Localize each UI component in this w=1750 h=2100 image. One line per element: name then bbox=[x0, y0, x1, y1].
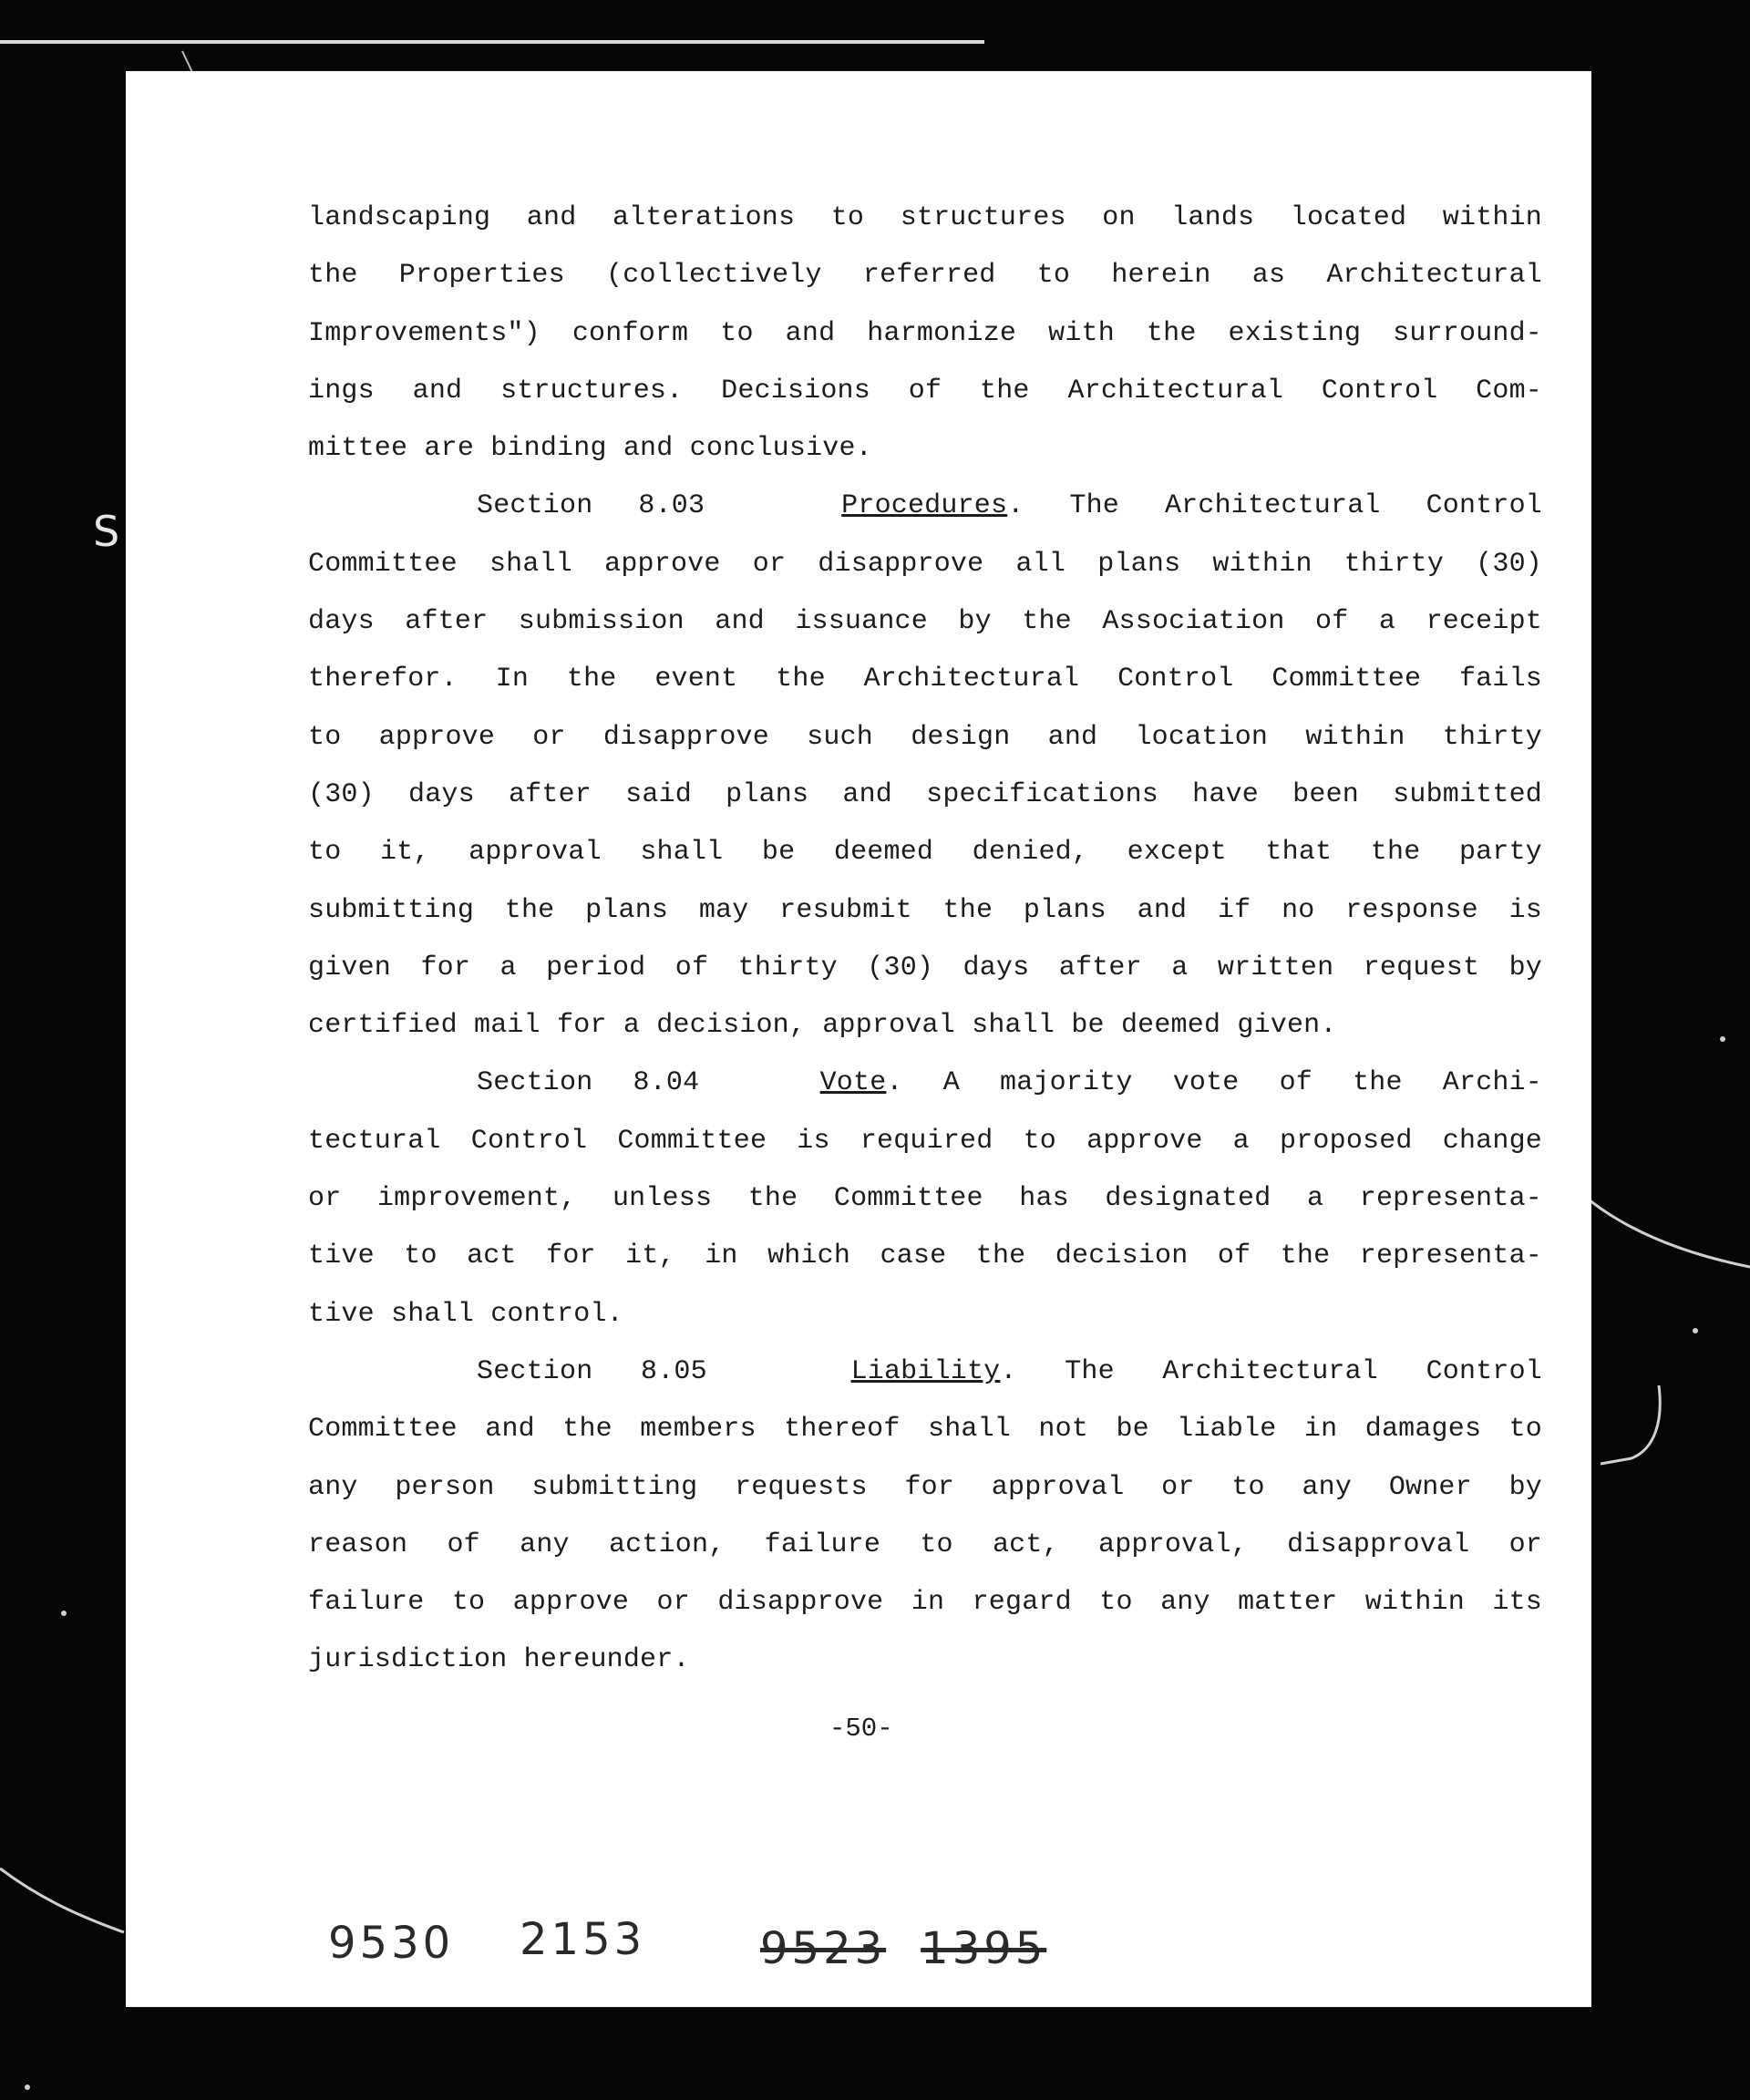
section-heading-rest: . The Architectural Control bbox=[1007, 490, 1543, 522]
text-line: to approve or disapprove such design and location within thirty bbox=[308, 721, 1542, 753]
text-line: Committee and the members thereof shall not be liable in damages to bbox=[308, 1414, 1542, 1446]
text-line: failure to approve or disapprove in regard to any matter within its bbox=[308, 1587, 1542, 1619]
scan-speck bbox=[25, 2085, 30, 2090]
text-line: submitting the plans may resubmit the plans and if no response is bbox=[308, 894, 1542, 926]
text-line: landscaping and alterations to structures on lands located within bbox=[308, 202, 1542, 233]
text-line: Improvements") conform to and harmonize with the existing surround- bbox=[308, 317, 1542, 349]
section-heading-rest: . A majority vote of the Archi- bbox=[886, 1067, 1543, 1099]
section-heading-rest: . The Architectural Control bbox=[1000, 1355, 1543, 1387]
section-8-05-heading-line bbox=[308, 1343, 1542, 1401]
text-line: mittee are binding and conclusive. bbox=[308, 433, 872, 465]
section-heading: Procedures bbox=[841, 490, 1008, 522]
text-line: (30) days after said plans and specifications have been submitted bbox=[308, 778, 1542, 810]
text-line: or improvement, unless the Committee has designated a representa- bbox=[308, 1183, 1542, 1215]
section-number: Section 8.05 bbox=[477, 1355, 707, 1387]
text-line: Committee shall approve or disapprove all plans within thirty (30) bbox=[308, 548, 1542, 580]
scan-speck bbox=[61, 1611, 67, 1616]
struck-stamp-number: 1395 bbox=[921, 1923, 1047, 1974]
section-number: Section 8.03 bbox=[477, 490, 705, 522]
struck-stamp-number: 9523 bbox=[760, 1923, 887, 1974]
margin-mark: S bbox=[93, 507, 120, 556]
text-line: tive shall control. bbox=[308, 1298, 623, 1330]
struck-stamp-group bbox=[760, 1923, 1081, 1974]
section-number: Section 8.04 bbox=[477, 1067, 700, 1099]
stamp-number-primary: 9530 bbox=[328, 1918, 455, 1969]
scan-scratch-left bbox=[0, 1868, 124, 1932]
text-line: given for a period of thirty (30) days after a written request by bbox=[308, 952, 1542, 983]
text-line: tectural Control Committee is required to approve a proposed change bbox=[308, 1125, 1542, 1157]
text-line: reason of any action, failure to act, approval, disapproval or bbox=[308, 1529, 1542, 1560]
section-8-03-heading-line bbox=[308, 478, 1542, 535]
scan-speck bbox=[1720, 1036, 1725, 1042]
text-line: tive to act for it, in which case the decision of the representa- bbox=[308, 1240, 1542, 1272]
text-line: therefor. In the event the Architectural Control Committee fails bbox=[308, 664, 1542, 695]
scan-scratch-lower-right bbox=[1601, 1385, 1660, 1464]
text-line: the Properties (collectively referred to herein as Architectural bbox=[308, 260, 1542, 292]
text-line: to it, approval shall be deemed denied, except that the party bbox=[308, 837, 1542, 869]
section-heading: Vote bbox=[819, 1067, 887, 1099]
text-line: any person submitting requests for approval or to any Owner by bbox=[308, 1471, 1542, 1503]
body-text bbox=[308, 190, 1548, 1690]
text-line: days after submission and issuance by the Association of a receipt bbox=[308, 606, 1542, 638]
page-number: -50- bbox=[829, 1714, 893, 1744]
stamp-number-secondary: 2153 bbox=[520, 1914, 646, 1965]
section-8-04-heading-line bbox=[308, 1055, 1542, 1112]
scan-speck bbox=[1693, 1328, 1698, 1333]
text-line: jurisdiction hereunder. bbox=[308, 1644, 690, 1676]
text-line: certified mail for a decision, approval shall be deemed given. bbox=[308, 1010, 1337, 1042]
section-heading: Liability bbox=[850, 1355, 1001, 1387]
document-page bbox=[126, 71, 1591, 2007]
text-line: ings and structures. Decisions of the Architectural Control Com- bbox=[308, 375, 1542, 407]
